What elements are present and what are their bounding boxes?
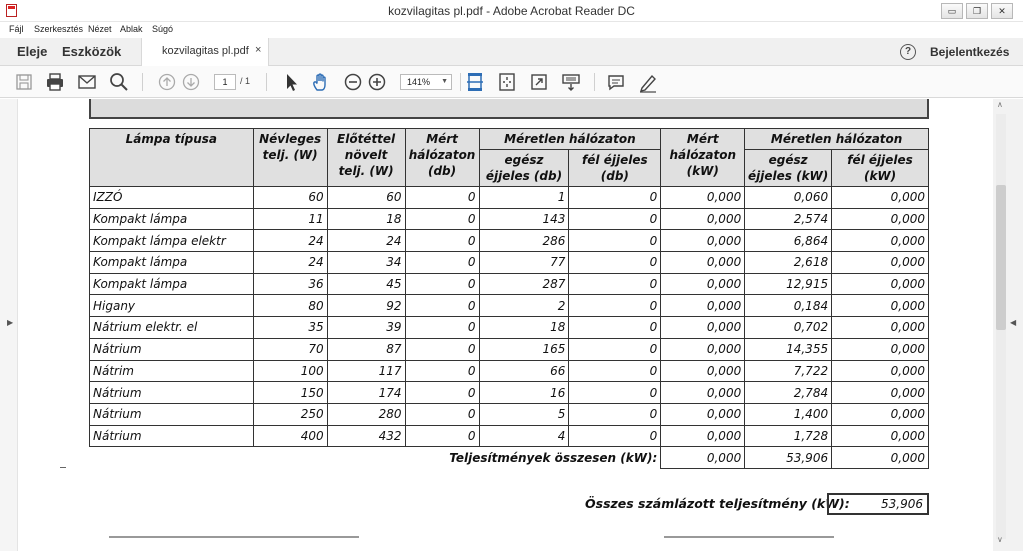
cell-type: Nátrim — [90, 360, 254, 382]
billed-power-value: 53,906 — [827, 493, 929, 515]
cell-nominal: 60 — [253, 187, 327, 209]
cell-half-night-db: 0 — [569, 295, 661, 317]
cell-whole-night-db: 16 — [479, 382, 569, 404]
vertical-scrollbar[interactable] — [993, 99, 1023, 551]
select-cursor-icon[interactable] — [280, 71, 302, 93]
cell-nominal: 24 — [253, 230, 327, 252]
cell-ballast: 87 — [327, 338, 405, 360]
cell-nominal: 150 — [253, 382, 327, 404]
cell-type: IZZÓ — [90, 187, 254, 209]
cell-type: Nátrium — [90, 403, 254, 425]
cell-half-night-kw: 0,000 — [832, 187, 929, 209]
cell-half-night-kw: 0,000 — [832, 252, 929, 274]
cell-measured-kw: 0,000 — [661, 425, 745, 447]
cell-half-night-db: 0 — [569, 317, 661, 339]
toolbar — [0, 66, 1023, 98]
scan-mark — [60, 467, 66, 468]
lamp-table — [89, 128, 929, 469]
table-row — [90, 360, 929, 382]
total-whole-night-kw: 53,906 — [745, 447, 832, 469]
cell-type: Nátrium elektr. el — [90, 317, 254, 339]
col-header-whole-night-kw: egész éjjeles (kW) — [745, 150, 832, 187]
col-header-nominal: Névleges telj. (W) — [253, 129, 327, 187]
print-icon[interactable] — [44, 71, 66, 93]
menu-view[interactable]: Nézet — [88, 24, 112, 34]
table-row — [90, 425, 929, 447]
cell-measured-kw: 0,000 — [661, 187, 745, 209]
cell-ballast: 280 — [327, 403, 405, 425]
cell-whole-night-db: 2 — [479, 295, 569, 317]
cell-type: Kompakt lámpa elektr — [90, 230, 254, 252]
col-group-unmeasured-db: Méretlen hálózaton — [479, 129, 661, 150]
sign-icon[interactable] — [637, 71, 659, 93]
cell-nominal: 11 — [253, 208, 327, 230]
cell-half-night-kw: 0,000 — [832, 317, 929, 339]
col-group-unmeasured-kw: Méretlen hálózaton — [745, 129, 929, 150]
cell-measured-db: 0 — [405, 295, 479, 317]
cell-whole-night-kw: 0,702 — [745, 317, 832, 339]
cell-measured-db: 0 — [405, 252, 479, 274]
mail-icon[interactable] — [76, 71, 98, 93]
page-total: / 1 — [240, 76, 251, 86]
scroll-mode-icon[interactable] — [560, 71, 582, 93]
col-header-type: Lámpa típusa — [90, 129, 254, 187]
cell-whole-night-kw: 2,784 — [745, 382, 832, 404]
cell-measured-kw: 0,000 — [661, 317, 745, 339]
cell-ballast: 174 — [327, 382, 405, 404]
window-title: kozvilagitas pl.pdf - Adobe Acrobat Reader DC — [388, 4, 635, 18]
scan-mark — [109, 536, 359, 538]
cell-measured-db: 0 — [405, 187, 479, 209]
scroll-up-icon[interactable]: ∧ — [997, 100, 1003, 109]
cell-half-night-db: 0 — [569, 382, 661, 404]
table-row — [90, 208, 929, 230]
cell-measured-db: 0 — [405, 338, 479, 360]
cell-measured-db: 0 — [405, 425, 479, 447]
cell-type: Kompakt lámpa — [90, 273, 254, 295]
cell-type: Kompakt lámpa — [90, 208, 254, 230]
comment-icon[interactable] — [605, 71, 627, 93]
fit-width-icon[interactable] — [464, 71, 486, 93]
cell-whole-night-db: 18 — [479, 317, 569, 339]
cell-nominal: 250 — [253, 403, 327, 425]
totals-row — [90, 447, 929, 469]
menu-edit[interactable]: Szerkesztés — [34, 24, 84, 34]
cell-half-night-kw: 0,000 — [832, 403, 929, 425]
zoom-level-select[interactable] — [400, 74, 452, 90]
cell-measured-kw: 0,000 — [661, 382, 745, 404]
cell-measured-kw: 0,000 — [661, 295, 745, 317]
cell-measured-kw: 0,000 — [661, 338, 745, 360]
menu-file[interactable]: Fájl — [9, 24, 24, 34]
scroll-down-icon[interactable]: ∨ — [997, 535, 1003, 544]
cell-whole-night-kw: 0,184 — [745, 295, 832, 317]
cell-measured-kw: 0,000 — [661, 208, 745, 230]
scroll-thumb[interactable] — [996, 185, 1006, 330]
cell-type: Nátrium — [90, 382, 254, 404]
cell-type: Nátrium — [90, 425, 254, 447]
cell-ballast: 432 — [327, 425, 405, 447]
cell-half-night-kw: 0,000 — [832, 273, 929, 295]
cell-measured-db: 0 — [405, 382, 479, 404]
chevron-right-icon: ▶ — [7, 318, 14, 327]
search-icon[interactable] — [108, 71, 130, 93]
tab-home[interactable]: Eleje — [17, 44, 48, 59]
cell-half-night-db: 0 — [569, 273, 661, 295]
toolbar-separator — [594, 73, 595, 91]
cell-whole-night-db: 4 — [479, 425, 569, 447]
menu-help[interactable]: Súgó — [152, 24, 174, 34]
table-row — [90, 187, 929, 209]
cell-half-night-db: 0 — [569, 360, 661, 382]
cell-measured-db: 0 — [405, 208, 479, 230]
cell-half-night-db: 0 — [569, 338, 661, 360]
page-number-input[interactable]: 1 — [214, 74, 236, 90]
cell-whole-night-kw: 2,574 — [745, 208, 832, 230]
cell-whole-night-db: 77 — [479, 252, 569, 274]
cell-whole-night-kw: 1,400 — [745, 403, 832, 425]
cell-measured-kw: 0,000 — [661, 403, 745, 425]
total-measured-kw: 0,000 — [661, 447, 745, 469]
cell-half-night-kw: 0,000 — [832, 295, 929, 317]
cell-measured-db: 0 — [405, 317, 479, 339]
tab-tools[interactable]: Eszközök — [62, 44, 122, 59]
sign-in-button[interactable]: Bejelentkezés — [930, 45, 1010, 59]
cell-half-night-db: 0 — [569, 403, 661, 425]
cell-measured-db: 0 — [405, 230, 479, 252]
menu-window[interactable]: Ablak — [120, 24, 143, 34]
cell-whole-night-kw: 0,060 — [745, 187, 832, 209]
cell-whole-night-kw: 1,728 — [745, 425, 832, 447]
table-row — [90, 230, 929, 252]
zoom-in-icon[interactable] — [366, 71, 388, 93]
close-tab-icon[interactable]: × — [255, 44, 262, 56]
cell-whole-night-kw: 14,355 — [745, 338, 832, 360]
cell-type: Nátrium — [90, 338, 254, 360]
table-row — [90, 252, 929, 274]
cell-whole-night-db: 286 — [479, 230, 569, 252]
cell-half-night-db: 0 — [569, 252, 661, 274]
cell-ballast: 34 — [327, 252, 405, 274]
cell-half-night-kw: 0,000 — [832, 338, 929, 360]
table-body — [90, 187, 929, 447]
table-row — [90, 317, 929, 339]
cell-ballast: 45 — [327, 273, 405, 295]
totals-label: Teljesítmények összesen (kW): — [449, 450, 658, 465]
table-row — [90, 382, 929, 404]
zoom-level-value: 141% — [407, 77, 431, 87]
cell-ballast: 18 — [327, 208, 405, 230]
cell-half-night-kw: 0,000 — [832, 425, 929, 447]
cell-half-night-kw: 0,000 — [832, 360, 929, 382]
cell-nominal: 36 — [253, 273, 327, 295]
save-icon[interactable] — [13, 71, 35, 93]
fit-page-icon[interactable] — [496, 71, 518, 93]
cell-whole-night-db: 5 — [479, 403, 569, 425]
toolbar-separator — [142, 73, 143, 91]
page-up-icon[interactable] — [156, 71, 178, 93]
cell-half-night-kw: 0,000 — [832, 208, 929, 230]
cell-half-night-kw: 0,000 — [832, 230, 929, 252]
cell-whole-night-db: 66 — [479, 360, 569, 382]
cell-nominal: 80 — [253, 295, 327, 317]
cell-whole-night-kw: 7,722 — [745, 360, 832, 382]
toolbar-separator — [460, 73, 461, 91]
cell-measured-kw: 0,000 — [661, 360, 745, 382]
maximize-button[interactable]: ❐ — [966, 3, 988, 19]
cell-half-night-kw: 0,000 — [832, 382, 929, 404]
chevron-left-icon[interactable]: ◀ — [1010, 318, 1017, 327]
scan-mark — [664, 536, 834, 538]
cell-ballast: 39 — [327, 317, 405, 339]
cell-half-night-db: 0 — [569, 187, 661, 209]
col-header-measured-kw: Mért hálózaton (kW) — [661, 129, 745, 187]
cell-measured-kw: 0,000 — [661, 230, 745, 252]
toolbar-separator — [266, 73, 267, 91]
col-header-whole-night-db: egész éjjeles (db) — [479, 150, 569, 187]
cell-ballast: 92 — [327, 295, 405, 317]
col-header-half-night-kw: fél éjjeles (kW) — [832, 150, 929, 187]
cell-ballast: 24 — [327, 230, 405, 252]
cell-type: Higany — [90, 295, 254, 317]
table-row — [90, 273, 929, 295]
cell-nominal: 35 — [253, 317, 327, 339]
cell-ballast: 60 — [327, 187, 405, 209]
cell-whole-night-kw: 2,618 — [745, 252, 832, 274]
cell-type: Kompakt lámpa — [90, 252, 254, 274]
document-tab-label: kozvilagitas pl.pdf — [162, 45, 249, 57]
page-down-icon[interactable] — [180, 71, 202, 93]
cell-nominal: 24 — [253, 252, 327, 274]
cell-measured-db: 0 — [405, 403, 479, 425]
chevron-down-icon: ▼ — [441, 78, 448, 85]
cell-nominal: 100 — [253, 360, 327, 382]
pdf-page — [19, 99, 992, 551]
cell-whole-night-db: 143 — [479, 208, 569, 230]
full-screen-icon[interactable] — [528, 71, 550, 93]
col-header-ballast: Előtéttel növelt telj. (W) — [327, 129, 405, 187]
zoom-out-icon[interactable] — [342, 71, 364, 93]
cell-measured-db: 0 — [405, 360, 479, 382]
total-half-night-kw: 0,000 — [832, 447, 929, 469]
close-window-button[interactable]: ✕ — [991, 3, 1013, 19]
cell-measured-db: 0 — [405, 273, 479, 295]
menu-bar — [0, 22, 1023, 38]
cell-nominal: 70 — [253, 338, 327, 360]
header-box — [89, 99, 929, 119]
help-icon[interactable]: ? — [900, 44, 916, 60]
minimize-button[interactable]: ▭ — [941, 3, 963, 19]
col-header-half-night-db: fél éjjeles (db) — [569, 150, 661, 187]
left-panel-toggle[interactable] — [0, 99, 18, 551]
cell-whole-night-db: 1 — [479, 187, 569, 209]
tab-bar — [0, 38, 1023, 66]
cell-half-night-db: 0 — [569, 208, 661, 230]
cell-measured-kw: 0,000 — [661, 252, 745, 274]
cell-whole-night-db: 165 — [479, 338, 569, 360]
title-bar — [0, 0, 1023, 22]
cell-whole-night-kw: 12,915 — [745, 273, 832, 295]
cell-whole-night-db: 287 — [479, 273, 569, 295]
table-row — [90, 403, 929, 425]
billed-power-label: Összes számlázott teljesítmény (kW): — [585, 496, 850, 511]
cell-half-night-db: 0 — [569, 425, 661, 447]
table-row — [90, 338, 929, 360]
document-viewport[interactable] — [0, 99, 1023, 551]
cell-ballast: 117 — [327, 360, 405, 382]
cell-measured-kw: 0,000 — [661, 273, 745, 295]
cell-half-night-db: 0 — [569, 230, 661, 252]
hand-icon[interactable] — [310, 71, 332, 93]
col-header-measured-db: Mért hálózaton (db) — [405, 129, 479, 187]
table-row — [90, 295, 929, 317]
cell-whole-night-kw: 6,864 — [745, 230, 832, 252]
tab-document[interactable] — [141, 38, 269, 66]
cell-nominal: 400 — [253, 425, 327, 447]
